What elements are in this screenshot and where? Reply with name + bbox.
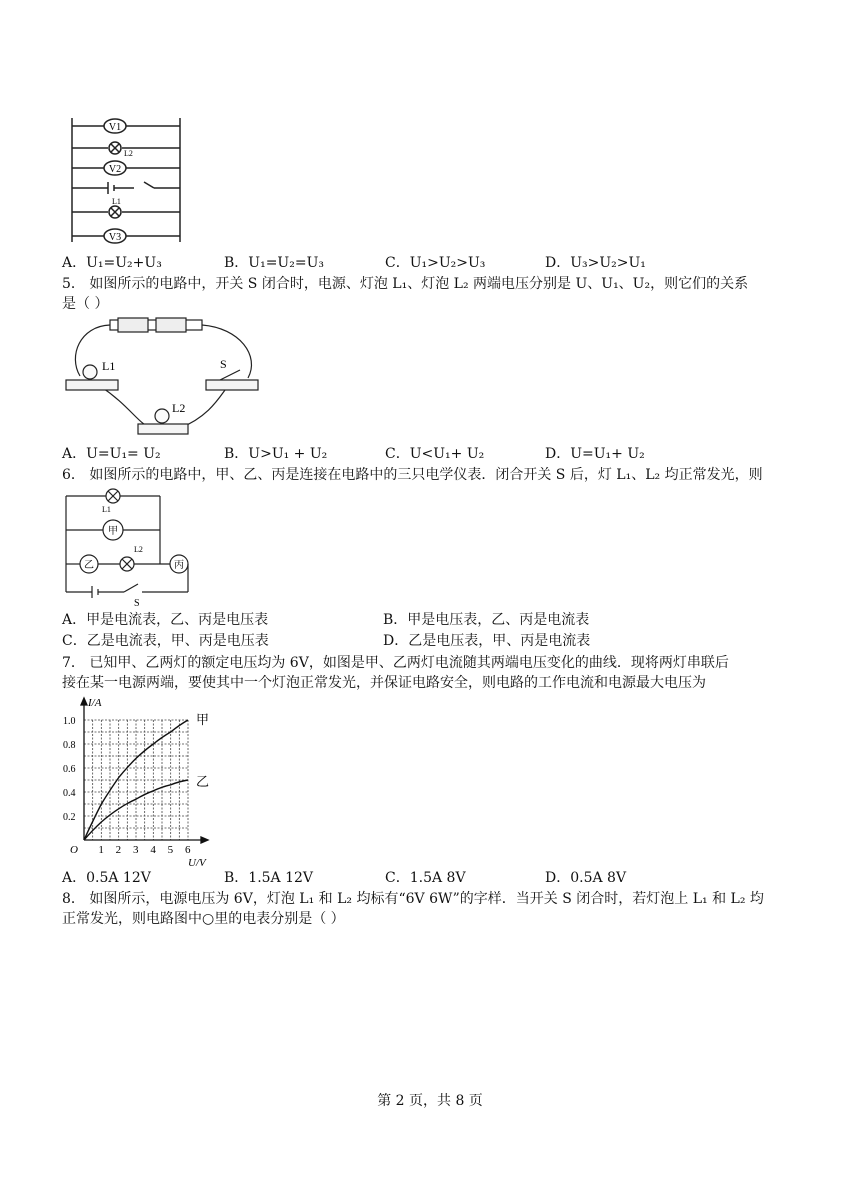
q6-option-b: B．甲是电压表，乙、丙是电流表 (383, 612, 590, 628)
q5-option-b: B．U>U₁ + U₂ (224, 446, 328, 462)
y-tick-label: 1.0 (63, 716, 76, 727)
q7-option-d: D．0.5A 8V (545, 870, 627, 886)
q7-iu-chart (60, 694, 230, 868)
q5-label-l1: L1 (102, 359, 116, 373)
q7-stem-line1: 7． 已知甲、乙两灯的额定电压均为 6V，如图是甲、乙两灯电流随其两端电压变化的曲线．现将两灯串联后 (62, 655, 729, 671)
q7-option-c: C．1.5A 8V (385, 870, 466, 886)
x-tick-label: 5 (167, 844, 174, 856)
q6-option-c: C．乙是电流表，甲、丙是电压表 (62, 633, 269, 649)
q6-option-a: A．甲是电流表，乙、丙是电压表 (62, 612, 269, 628)
q5-option-c: C．U<U₁+ U₂ (385, 446, 485, 462)
x-tick-label: 4 (150, 844, 156, 856)
q6-label-bing: 丙 (174, 560, 184, 571)
q6-label-l1: L1 (102, 505, 111, 514)
q5-option-a: A．U=U₁= U₂ (62, 446, 161, 462)
q5-stem-line1: 5． 如图所示的电路中，开关 S 闭合时，电源、灯泡 L₁、灯泡 L₂ 两端电压分别是 U、U₁、U₂，则它们的关系 (62, 276, 749, 292)
q6-label-yi: 乙 (84, 560, 94, 571)
q4-option-a: A．U₁=U₂+U₃ (62, 255, 162, 271)
q6-stem-line1: 6． 如图所示的电路中，甲、乙、丙是连接在电路中的三只电学仪表．闭合开关 S 后，灯 L₁、L₂ 均正常发光，则 (62, 467, 763, 483)
x-tick-label: 1 (98, 844, 104, 856)
q5-circuit-figure (60, 316, 270, 440)
x-tick-label: 2 (115, 844, 122, 856)
series-line-yi (84, 780, 188, 840)
origin-label: O (70, 844, 78, 856)
q4-label-l1: L1 (112, 197, 121, 206)
q6-label-l2: L2 (134, 545, 143, 554)
x-tick-label: 3 (133, 844, 139, 856)
q5-stem-line2: 是（ ） (62, 296, 109, 312)
q4-option-b: B．U₁=U₂=U₃ (224, 255, 324, 271)
y-tick-label: 0.8 (63, 740, 76, 751)
q4-circuit-figure (64, 112, 188, 248)
y-axis-label: I/A (88, 697, 102, 709)
series-label-yi: 乙 (196, 774, 210, 789)
page-footer: 第 2 页，共 8 页 (377, 1093, 483, 1109)
q6-option-d: D．乙是电压表，甲、丙是电流表 (383, 633, 591, 649)
q7-option-b: B．1.5A 12V (224, 870, 314, 886)
q5-option-d: D．U=U₁+ U₂ (545, 446, 645, 462)
q6-label-jia: 甲 (108, 526, 118, 537)
q6-circuit-figure (60, 486, 200, 608)
q4-label-l2: L2 (124, 149, 133, 158)
q8-stem-line1: 8． 如图所示，电源电压为 6V，灯泡 L₁ 和 L₂ 均标有“6V 6W”的字样．当开关 S 闭合时，若灯泡上 L₁ 和 L₂ 均 (62, 891, 764, 907)
x-axis-label: U/V (188, 857, 206, 868)
q4-label-v2: V2 (108, 164, 122, 175)
q4-label-v1: V1 (108, 122, 122, 133)
x-axis-arrow (201, 837, 208, 843)
q7-option-a: A．0.5A 12V (62, 870, 151, 886)
q8-stem-line2: 正常发光，则电路图中○里的电表分别是（ ） (62, 911, 345, 927)
q4-label-v3: V3 (108, 232, 122, 243)
y-axis-arrow (81, 698, 87, 705)
q6-label-s: S (134, 598, 140, 608)
q4-option-d: D．U₃>U₂>U₁ (545, 255, 646, 271)
y-tick-label: 0.4 (63, 788, 76, 799)
x-tick-label: 6 (185, 844, 191, 856)
series-label-jia: 甲 (196, 712, 210, 727)
q4-option-c: C．U₁>U₂>U₃ (385, 255, 486, 271)
y-tick-label: 0.6 (63, 764, 76, 775)
q5-label-l2: L2 (172, 401, 186, 415)
y-tick-label: 0.2 (63, 812, 76, 823)
q7-stem-line2: 接在某一电源两端，要使其中一个灯泡正常发光，并保证电路安全，则电路的工作电流和电源最大电压为 (62, 675, 706, 691)
q5-label-s: S (220, 357, 227, 371)
